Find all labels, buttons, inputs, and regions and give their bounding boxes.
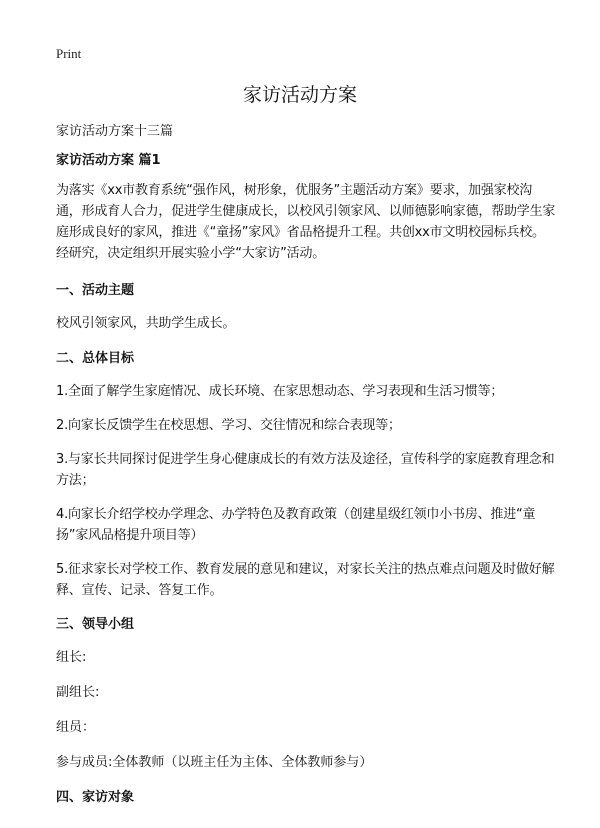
- page-title: 家访活动方案: [242, 84, 357, 106]
- section-heading-goals: 二、总体目标: [56, 351, 135, 366]
- document-body: [56, 121, 556, 820]
- document-subtitle: 家访活动方案十三篇: [56, 124, 174, 139]
- theme-text: 校风引领家风，共助学生成长。: [56, 316, 236, 331]
- section-heading-leadership: 三、领导小组: [56, 617, 135, 632]
- intro-paragraph: 为落实《xx市教育系统“强作风，树形象，优服务”主题活动方案》要求，加强家校沟通，形成育人合力，促进学生健康成长，以校风引领家风、以师德影响家德，帮助学生家庭形成良好的家风，推进《“童扬”家风》省品格提升工程。共创xx市文明校园标兵校。经研究，决定组织开展实验小学“大家访”活动。: [56, 183, 556, 261]
- goal-item-5: 5.征求家长对学校工作、教育发展的意见和建议，对家长关注的热点难点问题及时做好解释、宣传、记录、答复工作。: [56, 562, 555, 598]
- print-link[interactable]: Print: [56, 46, 82, 61]
- goal-item-3: 3.与家长共同探讨促进学生身心健康成长的有效方法及途径，宣传科学的家庭教育理念和方法；: [56, 452, 555, 488]
- leader-line: 组长:: [56, 650, 87, 665]
- members-line: 组员：: [56, 720, 96, 735]
- goal-item-1: 1.全面了解学生家庭情况、成长环境、在家思想动态、学习表现和生活习惯等；: [56, 384, 504, 399]
- section-heading-targets: 四、家访对象: [56, 790, 135, 805]
- deputy-leader-line: 副组长:: [56, 685, 100, 700]
- goal-item-2: 2.向家长反馈学生在校思想、学习、交往情况和综合表现等；: [56, 418, 401, 433]
- article-heading: 家访活动方案 篇1: [56, 153, 161, 168]
- section-heading-theme: 一、活动主题: [56, 283, 135, 298]
- participants-line: 参与成员:全体教师（以班主任为主体、全体教师参与）: [56, 755, 373, 770]
- goal-item-4: 4.向家长介绍学校办学理念、办学特色及教育政策（创建星级红领巾小书房、推进“童扬”家风品格提升项目等）: [56, 507, 536, 543]
